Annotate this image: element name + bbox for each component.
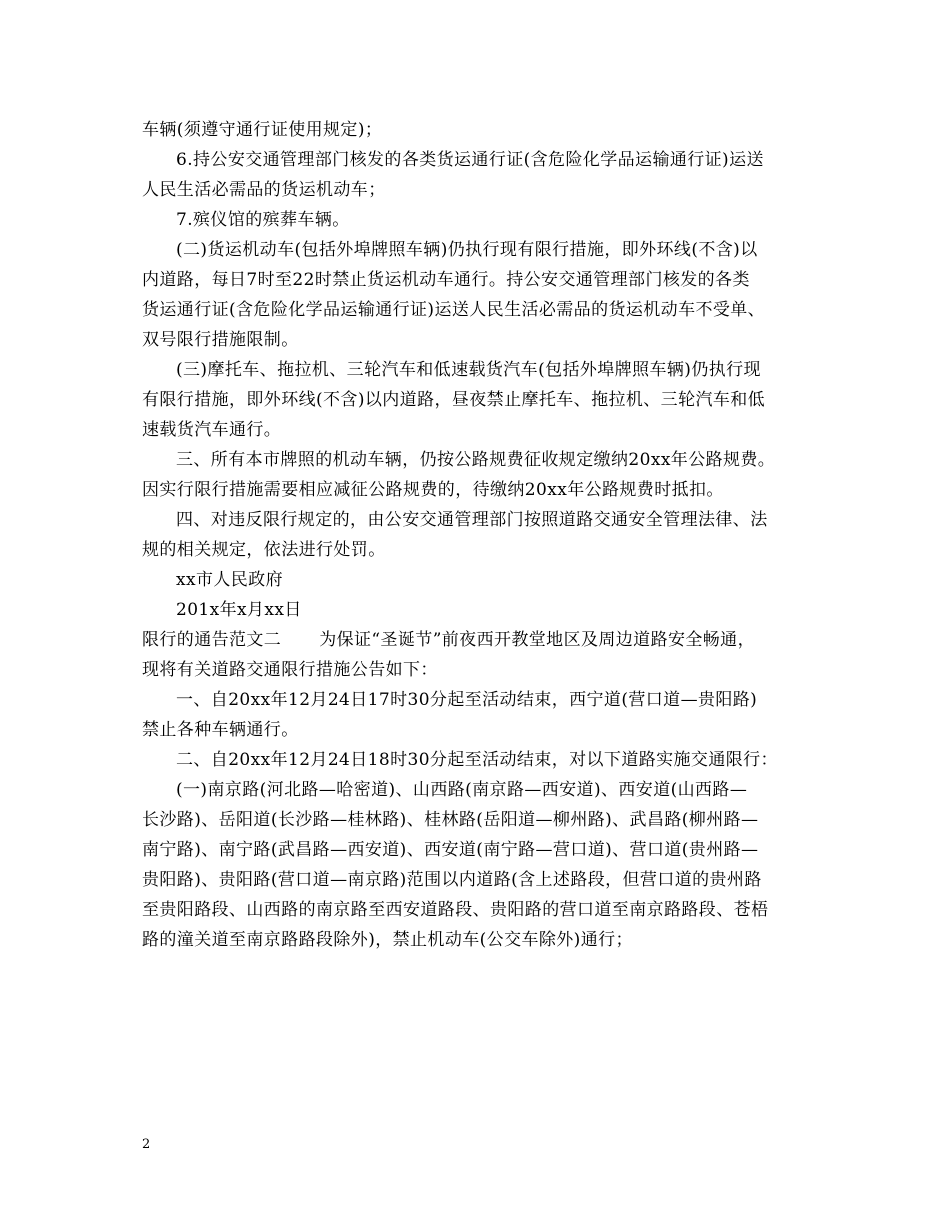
- text-line: 有限行措施，即外环线(不含)以内道路，昼夜禁止摩托车、拖拉机、三轮汽车和低: [142, 390, 766, 410]
- signature-block: [142, 565, 832, 625]
- paragraph: [142, 115, 832, 145]
- paragraph: [142, 775, 832, 955]
- text-line: 速载货汽车通行。: [142, 420, 282, 440]
- issuer-name: xx市人民政府: [176, 570, 283, 590]
- text-line: 6.持公安交通管理部门核发的各类货运通行证(含危险化学品运输通行证)运送: [176, 150, 764, 170]
- paragraph: [142, 685, 832, 745]
- document-body: [142, 115, 832, 955]
- paragraph: [142, 745, 832, 775]
- text-line: [142, 625, 832, 655]
- paragraph: [142, 355, 832, 445]
- text-line: 7.殡仪馆的殡葬车辆。: [176, 210, 350, 230]
- text-line: (一)南京路(河北路—哈密道)、山西路(南京路—西安道)、西安道(山西路—: [176, 780, 748, 800]
- text-line: 南宁路)、南宁路(武昌路—西安道)、西安道(南宁路—营口道)、营口道(贵州路—: [142, 840, 759, 860]
- text-line: 因实行限行措施需要相应减征公路规费的，待缴纳20xx年公路规费时抵扣。: [142, 480, 724, 500]
- text-line: (二)货运机动车(包括外埠牌照车辆)仍执行现有限行措施，即外环线(不含)以: [176, 240, 758, 260]
- paragraph: [142, 445, 832, 505]
- text-line: 二、自20xx年12月24日18时30分起至活动结束，对以下道路实施交通限行：: [176, 750, 778, 770]
- text-line: 三、所有本市牌照的机动车辆，仍按公路规费征收规定缴纳20xx年公路规费。: [176, 450, 776, 470]
- text-line: 人民生活必需品的货运机动车；: [142, 180, 386, 200]
- text-line: 货运通行证(含危险化学品运输通行证)运送人民生活必需品的货运机动车不受单、: [142, 300, 766, 320]
- text-line: 至贵阳路段、山西路的南京路至西安道路段、贵阳路的营口道至南京路路段、苍梧: [142, 900, 769, 920]
- text-line: 禁止各种车辆通行。: [142, 720, 299, 740]
- section-heading: 限行的通告范文二: [142, 630, 282, 650]
- text-line: 四、对违反限行规定的，由公安交通管理部门按照道路交通安全管理法律、法: [176, 510, 768, 530]
- paragraph: [142, 145, 832, 205]
- text-line: 内道路，每日7时至22时禁止货运机动车通行。持公安交通管理部门核发的各类: [142, 270, 750, 290]
- intro-text: 为保证“圣诞节”前夜西开教堂地区及周边道路安全畅通，: [319, 630, 755, 650]
- text-line: 路的潼关道至南京路路段除外)，禁止机动车(公交车除外)通行；: [142, 930, 633, 950]
- text-line: 规的相关规定，依法进行处罚。: [142, 540, 386, 560]
- text-line: 贵阳路)、贵阳路(营口道—南京路)范围以内道路(含上述路段，但营口道的贵州路: [142, 870, 762, 890]
- paragraph: [142, 235, 832, 355]
- text-line: 长沙路)、岳阳道(长沙路—桂林路)、桂林路(岳阳道—柳州路)、武昌路(柳州路—: [142, 810, 759, 830]
- text-line: 现将有关道路交通限行措施公告如下：: [142, 660, 438, 680]
- text-line: 双号限行措施限制。: [142, 330, 299, 350]
- text-line: 车辆(须遵守通行证使用规定)；: [142, 120, 383, 140]
- section-two-intro: [142, 625, 832, 685]
- paragraph: [142, 205, 832, 235]
- text-line: (三)摩托车、拖拉机、三轮汽车和低速载货汽车(包括外埠牌照车辆)仍执行现: [176, 360, 761, 380]
- page-number: 2: [142, 1137, 151, 1152]
- paragraph: [142, 505, 832, 565]
- text-line: 一、自20xx年12月24日17时30分起至活动结束，西宁道(营口道—贵阳路): [176, 690, 758, 710]
- issue-date: 201x年x月xx日: [176, 600, 302, 620]
